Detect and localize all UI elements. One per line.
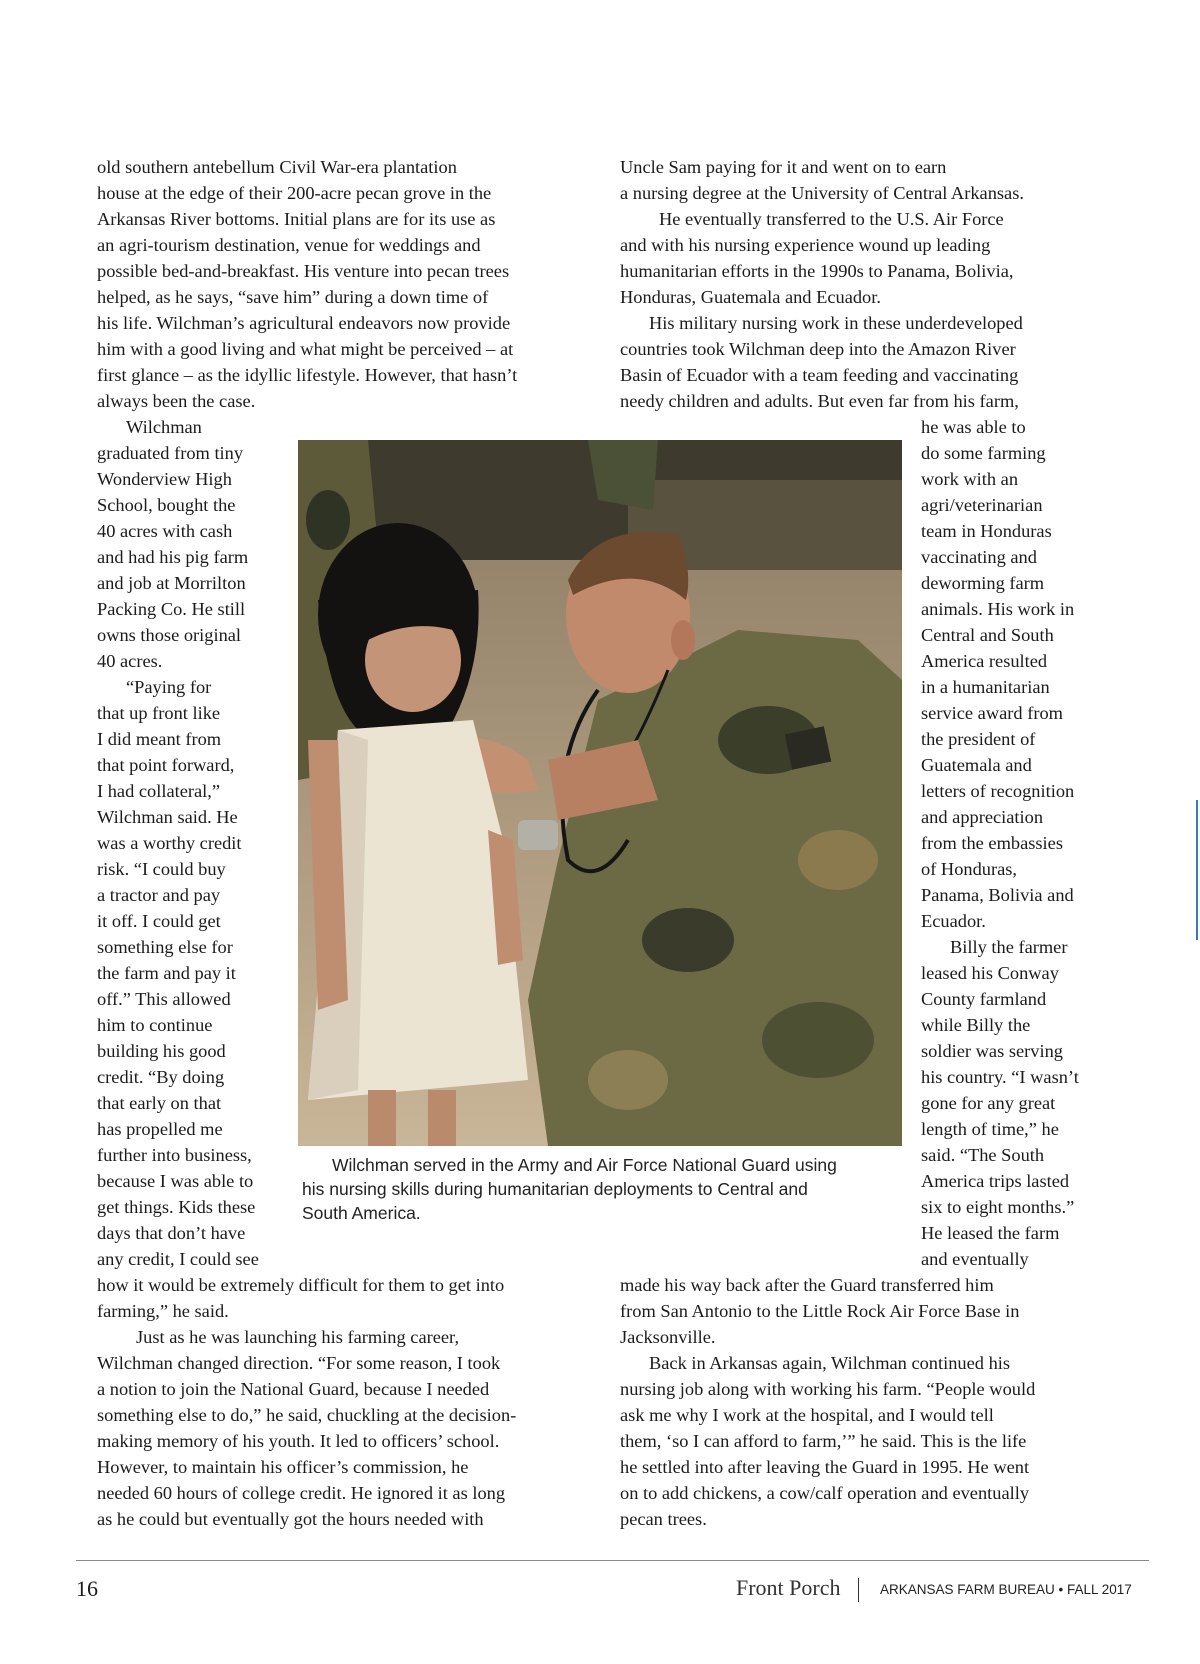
- article-line: animals. His work in: [921, 599, 1075, 619]
- page-number: 16: [76, 1576, 98, 1601]
- photo-caption: his nursing skills during humanitarian deployments to Central and: [302, 1179, 808, 1199]
- article-line: deworming farm: [921, 573, 1045, 593]
- article-line: made his way back after the Guard transferred him: [620, 1275, 994, 1295]
- article-line: length of time,” he: [921, 1119, 1059, 1139]
- article-line: and eventually: [921, 1249, 1029, 1269]
- article-line: His military nursing work in these underdeveloped: [649, 313, 1023, 333]
- article-line: and with his nursing experience wound up leading: [620, 235, 991, 255]
- article-line: Panama, Bolivia and: [921, 885, 1074, 905]
- article-line: possible bed-and-breakfast. His venture into pecan trees: [97, 261, 510, 281]
- article-line: a tractor and pay: [97, 885, 221, 905]
- article-line: Billy the farmer: [950, 937, 1068, 957]
- article-line: credit. “By doing: [97, 1067, 225, 1087]
- article-line: team in Honduras: [921, 521, 1052, 541]
- article-line: 40 acres with cash: [97, 521, 233, 541]
- article-line: get things. Kids these: [97, 1197, 256, 1217]
- article-line: pecan trees.: [620, 1509, 707, 1529]
- photo-caption: Wilchman served in the Army and Air Force National Guard using: [332, 1155, 837, 1175]
- article-line: Honduras, Guatemala and Ecuador.: [620, 287, 881, 307]
- article-line: agri/veterinarian: [921, 495, 1043, 515]
- article-line: was a worthy credit: [97, 833, 242, 853]
- article-line: Arkansas River bottoms. Initial plans are for its use as: [97, 209, 496, 229]
- article-line: of Honduras,: [921, 859, 1018, 879]
- article-line: I had collateral,”: [97, 781, 221, 801]
- article-line: America trips lasted: [921, 1171, 1070, 1191]
- article-line: service award from: [921, 703, 1063, 723]
- article-line: a nursing degree at the University of Central Arkansas.: [620, 183, 1024, 203]
- article-line: Ecuador.: [921, 911, 986, 931]
- article-line: while Billy the: [921, 1015, 1031, 1035]
- article-line: on to add chickens, a cow/calf operation and eventually: [620, 1483, 1030, 1503]
- article-line: graduated from tiny: [97, 443, 244, 463]
- article-line: them, ‘so I can afford to farm,’” he said. This is the life: [620, 1431, 1027, 1451]
- magazine-issue: ARKANSAS FARM BUREAU • FALL 2017: [880, 1582, 1132, 1597]
- article-line: it off. I could get: [97, 911, 221, 931]
- article-line: a notion to join the National Guard, because I needed: [97, 1379, 490, 1399]
- article-line: building his good: [97, 1041, 226, 1061]
- article-line: him with a good living and what might be perceived – at: [97, 339, 514, 359]
- article-line: days that don’t have: [97, 1223, 246, 1243]
- article-line: 40 acres.: [97, 651, 163, 671]
- article-line: house at the edge of their 200-acre pecan grove in the: [97, 183, 492, 203]
- article-line: Guatemala and: [921, 755, 1032, 775]
- article-line: him to continue: [97, 1015, 213, 1035]
- article-line: the president of: [921, 729, 1036, 749]
- article-line: ask me why I work at the hospital, and I would tell: [620, 1405, 994, 1425]
- article-line: old southern antebellum Civil War-era plantation: [97, 157, 457, 177]
- article-line: Wilchman: [126, 417, 202, 437]
- article-line: that early on that: [97, 1093, 222, 1113]
- article-line: farming,” he said.: [97, 1301, 229, 1321]
- article-line: work with an: [921, 469, 1019, 489]
- article-line: he settled into after leaving the Guard in 1995. He went: [620, 1457, 1030, 1477]
- article-line: Packing Co. He still: [97, 599, 246, 619]
- article-line: and job at Morrilton: [97, 573, 246, 593]
- article-line: However, to maintain his officer’s commission, he: [97, 1457, 469, 1477]
- magazine-name: Front Porch: [736, 1575, 841, 1600]
- article-line: soldier was serving: [921, 1041, 1063, 1061]
- article-line: countries took Wilchman deep into the Amazon River: [620, 339, 1016, 359]
- article-line: owns those original: [97, 625, 242, 645]
- article-line: School, bought the: [97, 495, 236, 515]
- article-line: an agri-tourism destination, venue for weddings and: [97, 235, 481, 255]
- article-line: that point forward,: [97, 755, 235, 775]
- article-line: Wilchman said. He: [97, 807, 238, 827]
- article-line: He eventually transferred to the U.S. Air Force: [659, 209, 1004, 229]
- article-line: “Paying for: [126, 677, 212, 697]
- article-line: helped, as he says, “save him” during a down time of: [97, 287, 489, 307]
- article-line: his country. “I wasn’t: [921, 1067, 1079, 1087]
- article-line: Basin of Ecuador with a team feeding and vaccinating: [620, 365, 1019, 385]
- footer-rule: [76, 1560, 1149, 1561]
- article-line: Uncle Sam paying for it and went on to earn: [620, 157, 947, 177]
- article-line: risk. “I could buy: [97, 859, 226, 879]
- article-line: Wonderview High: [97, 469, 232, 489]
- article-line: do some farming: [921, 443, 1046, 463]
- article-line: six to eight months.”: [921, 1197, 1075, 1217]
- article-line: needed 60 hours of college credit. He ignored it as long: [97, 1483, 506, 1503]
- article-line: from San Antonio to the Little Rock Air Force Base in: [620, 1301, 1020, 1321]
- article-line: said. “The South: [921, 1145, 1045, 1165]
- article-line: Wilchman changed direction. “For some reason, I took: [97, 1353, 501, 1373]
- article-line: making memory of his youth. It led to officers’ school.: [97, 1431, 500, 1451]
- article-line: something else for: [97, 937, 233, 957]
- photo-caption: South America.: [302, 1203, 421, 1223]
- article-line: as he could but eventually got the hours needed with: [97, 1509, 484, 1529]
- article-line: letters of recognition: [921, 781, 1075, 801]
- article-line: humanitarian efforts in the 1990s to Panama, Bolivia,: [620, 261, 1014, 281]
- article-photo: [298, 440, 902, 1146]
- article-line: gone for any great: [921, 1093, 1056, 1113]
- article-line: how it would be extremely difficult for them to get into: [97, 1275, 505, 1295]
- article-line: that up front like: [97, 703, 221, 723]
- article-line: has propelled me: [97, 1119, 223, 1139]
- article-line: Jacksonville.: [620, 1327, 716, 1347]
- article-line: from the embassies: [921, 833, 1063, 853]
- article-line: because I was able to: [97, 1171, 254, 1191]
- article-line: County farmland: [921, 989, 1047, 1009]
- article-line: Just as he was launching his farming career,: [136, 1327, 460, 1347]
- page-edge-mark: [1196, 800, 1198, 940]
- article-line: and had his pig farm: [97, 547, 249, 567]
- article-line: any credit, I could see: [97, 1249, 259, 1269]
- article-line: I did meant from: [97, 729, 222, 749]
- article-line: America resulted: [921, 651, 1048, 671]
- article-line: in a humanitarian: [921, 677, 1050, 697]
- article-line: first glance – as the idyllic lifestyle. However, that hasn’t: [97, 365, 518, 385]
- article-line: and appreciation: [921, 807, 1044, 827]
- article-line: He leased the farm: [921, 1223, 1060, 1243]
- article-line: something else to do,” he said, chuckling at the decision-: [97, 1405, 517, 1425]
- article-line: needy children and adults. But even far from his farm,: [620, 391, 1019, 411]
- article-line: vaccinating and: [921, 547, 1037, 567]
- article-line: the farm and pay it: [97, 963, 236, 983]
- article-line: Back in Arkansas again, Wilchman continued his: [649, 1353, 1011, 1373]
- photo-illustration: [298, 440, 902, 1146]
- article-line: leased his Conway: [921, 963, 1059, 983]
- footer-separator: [858, 1578, 859, 1602]
- article-line: further into business,: [97, 1145, 252, 1165]
- article-line: he was able to: [921, 417, 1026, 437]
- article-line: always been the case.: [97, 391, 256, 411]
- article-line: Central and South: [921, 625, 1054, 645]
- article-line: nursing job along with working his farm. “People would: [620, 1379, 1036, 1399]
- article-line: his life. Wilchman’s agricultural endeavors now provide: [97, 313, 511, 333]
- article-line: off.” This allowed: [97, 989, 231, 1009]
